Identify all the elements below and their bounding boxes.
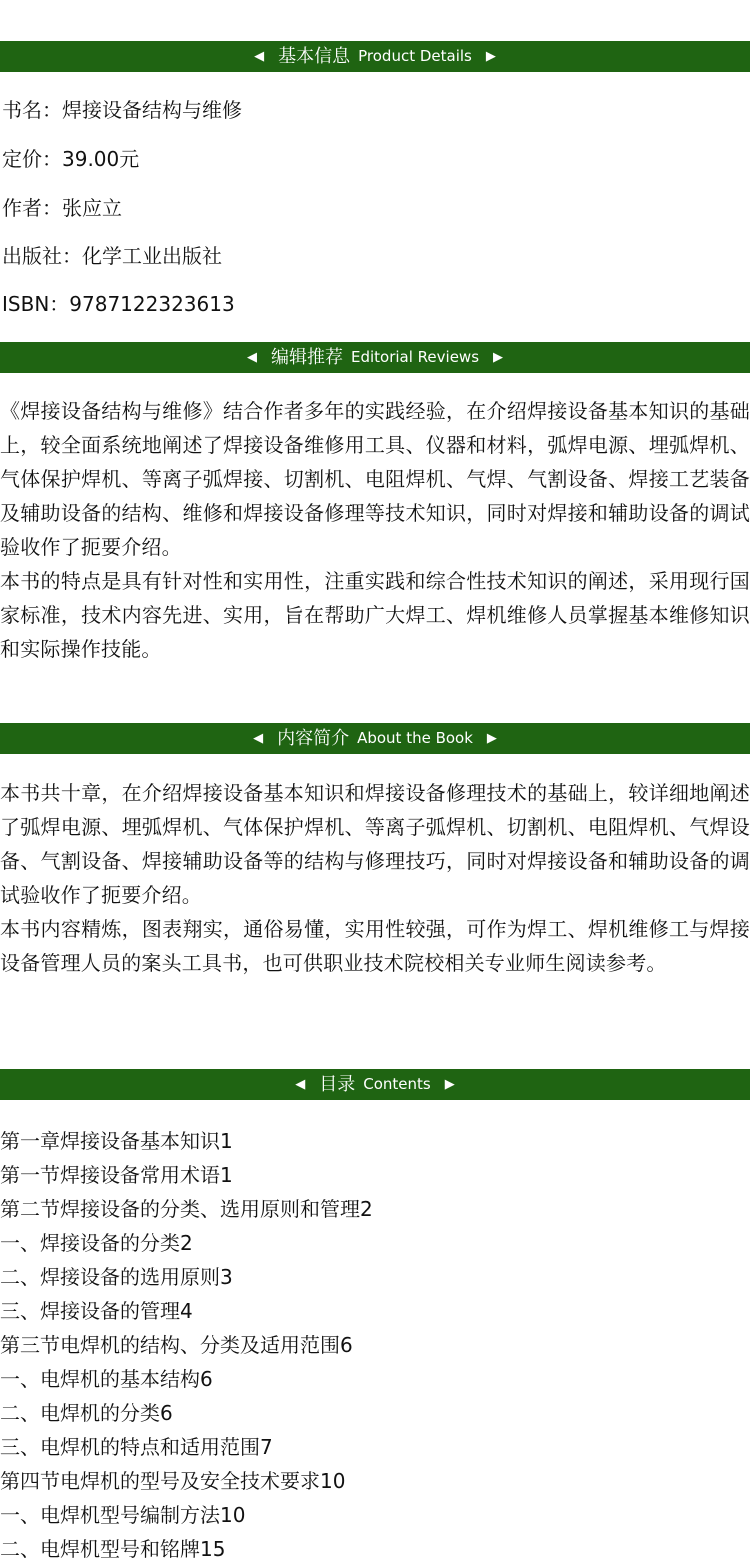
section-title-cn: 内容简介 xyxy=(277,728,350,749)
section-header-product-details xyxy=(0,41,750,72)
toc-item: 第四节电焊机的型号及安全技术要求10 xyxy=(0,1469,346,1493)
toc-item: 二、焊接设备的选用原则3 xyxy=(0,1265,233,1289)
section-title-cn: 目录 xyxy=(319,1074,356,1095)
section-title-en: Editorial Reviews xyxy=(350,348,480,366)
triangle-left-icon: ◀ xyxy=(254,49,265,64)
toc-item: 一、电焊机的基本结构6 xyxy=(0,1367,213,1391)
triangle-left-icon: ◀ xyxy=(253,731,264,746)
toc-item: 一、焊接设备的分类2 xyxy=(0,1231,193,1255)
price-line: 定价：39.00元 xyxy=(2,147,140,171)
section-header-about-the-book xyxy=(0,723,750,754)
section-title-cn: 编辑推荐 xyxy=(270,347,343,368)
about-paragraph-2: 本书内容精炼，图表翔实，通俗易懂，实用性较强，可作为焊工、焊机维修工与焊接设备管理人员的案头工具书，也可供职业技术院校相关专业师生阅读参考。 xyxy=(0,917,750,975)
isbn-line: ISBN：9787122323613 xyxy=(2,292,235,316)
toc-item: 一、电焊机型号编制方法10 xyxy=(0,1503,246,1527)
toc-item: 二、电焊机型号和铭牌15 xyxy=(0,1537,226,1561)
toc-item: 三、电焊机的特点和适用范围7 xyxy=(0,1435,273,1459)
author-line: 作者：张应立 xyxy=(2,196,122,220)
publisher-line: 出版社：化学工业出版社 xyxy=(2,244,222,268)
triangle-right-icon: ▶ xyxy=(493,350,504,365)
about-paragraph-1: 本书共十章，在介绍焊接设备基本知识和焊接设备修理技术的基础上，较详细地阐述了弧焊电源、埋弧焊机、气体保护焊机、等离子弧焊机、切割机、电阻焊机、气焊设备、气割设备、焊接辅助设备等的结构与修理技巧，同时对焊接设备和辅助设备的调试验收作了扼要介绍。 xyxy=(0,781,750,907)
section-title-cn: 基本信息 xyxy=(278,46,351,67)
triangle-right-icon: ▶ xyxy=(486,731,497,746)
triangle-right-icon: ▶ xyxy=(444,1077,455,1092)
toc-item: 二、电焊机的分类6 xyxy=(0,1401,173,1425)
section-title-en: Contents xyxy=(363,1075,431,1093)
book-title-line: 书名：焊接设备结构与维修 xyxy=(2,98,242,122)
table-of-contents xyxy=(0,1124,373,1566)
toc-item: 三、焊接设备的管理4 xyxy=(0,1299,193,1323)
toc-item: 第一章焊接设备基本知识1 xyxy=(0,1129,233,1153)
toc-item: 第三节电焊机的结构、分类及适用范围6 xyxy=(0,1333,353,1357)
triangle-left-icon: ◀ xyxy=(246,350,257,365)
section-title-en: About the Book xyxy=(357,729,473,747)
triangle-right-icon: ▶ xyxy=(485,49,496,64)
section-header-editorial-reviews xyxy=(0,342,750,373)
section-title-en: Product Details xyxy=(358,47,472,65)
toc-item: 第一节焊接设备常用术语1 xyxy=(0,1163,233,1187)
section-header-contents xyxy=(0,1069,750,1100)
triangle-left-icon: ◀ xyxy=(295,1077,306,1092)
editorial-paragraph-2: 本书的特点是具有针对性和实用性，注重实践和综合性技术知识的阐述，采用现行国家标准，技术内容先进、实用，旨在帮助广大焊工、焊机维修人员掌握基本维修知识和实际操作技能。 xyxy=(0,569,750,661)
toc-item: 第二节焊接设备的分类、选用原则和管理2 xyxy=(0,1197,373,1221)
editorial-paragraph-1: 《焊接设备结构与维修》结合作者多年的实践经验，在介绍焊接设备基本知识的基础上，较全面系统地阐述了焊接设备维修用工具、仪器和材料，弧焊电源、埋弧焊机、气体保护焊机、等离子弧焊接、切割机、电阻焊机、气焊、气割设备、焊接工艺装备及辅助设备的结构、维修和焊接设备修理等技术知识，同时对焊接和辅助设备的调试验收作了扼要介绍。 xyxy=(0,399,750,559)
